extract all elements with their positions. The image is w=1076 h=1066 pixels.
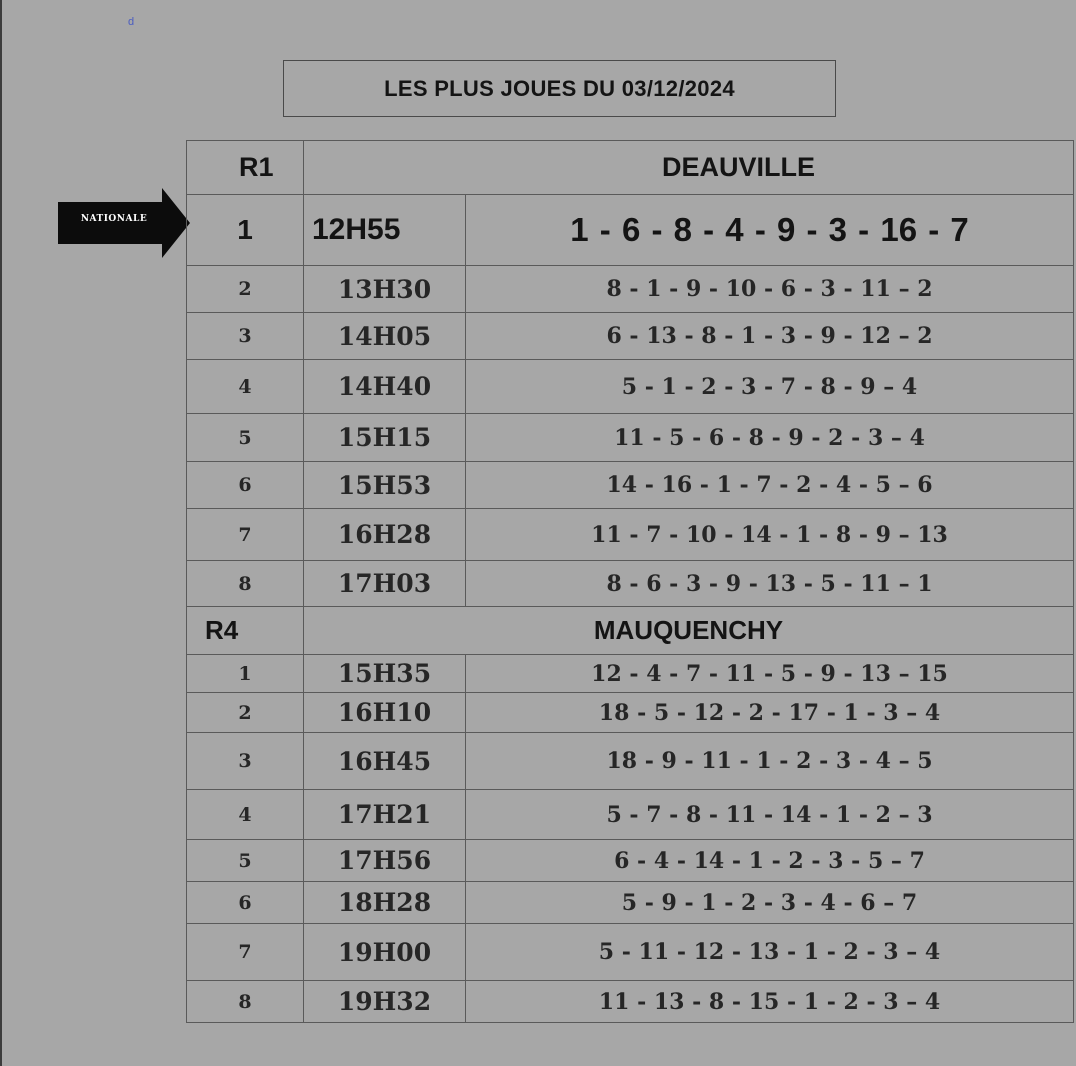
race-number: 6: [187, 882, 304, 924]
race-time: 17H03: [304, 561, 466, 607]
races-table: [186, 140, 1074, 1023]
arrow-label: NATIONALE: [80, 214, 148, 224]
section-header-r1: [187, 141, 1074, 195]
race-picks: 5 - 11 - 12 - 13 - 1 - 2 - 3 – 4: [466, 924, 1074, 981]
race-picks: 8 - 1 - 9 - 10 - 6 - 3 - 11 – 2: [466, 266, 1074, 313]
section-id: R1: [187, 141, 304, 195]
title-text: LES PLUS JOUES DU 03/12/2024: [384, 75, 735, 101]
table-row: [187, 790, 1074, 840]
table-row: [187, 414, 1074, 462]
race-number: 2: [187, 693, 304, 733]
race-time: 14H40: [304, 360, 466, 414]
left-edge-line: [0, 0, 2, 1066]
section-venue: DEAUVILLE: [304, 141, 1074, 195]
race-picks: 14 - 16 - 1 - 7 - 2 - 4 - 5 – 6: [466, 462, 1074, 509]
race-number: 8: [187, 561, 304, 607]
race-time: 16H45: [304, 733, 466, 790]
table-row: [187, 655, 1074, 693]
table-row: [187, 924, 1074, 981]
page-mark: d: [128, 16, 135, 28]
race-picks: 8 - 6 - 3 - 9 - 13 - 5 - 11 – 1: [466, 561, 1074, 607]
race-number: 3: [187, 313, 304, 360]
section-venue: MAUQUENCHY: [304, 607, 1074, 655]
race-time: 19H00: [304, 924, 466, 981]
race-time: 18H28: [304, 882, 466, 924]
race-time: 17H21: [304, 790, 466, 840]
table-row: [187, 840, 1074, 882]
race-number: 5: [187, 840, 304, 882]
table-row: [187, 313, 1074, 360]
race-number: 1: [187, 655, 304, 693]
race-picks: 18 - 9 - 11 - 1 - 2 - 3 - 4 – 5: [466, 733, 1074, 790]
race-number: 7: [187, 509, 304, 561]
race-number: 4: [187, 790, 304, 840]
race-time: 17H56: [304, 840, 466, 882]
race-time: 19H32: [304, 981, 466, 1023]
race-picks: 11 - 13 - 8 - 15 - 1 - 2 - 3 – 4: [466, 981, 1074, 1023]
race-picks: 1 - 6 - 8 - 4 - 9 - 3 - 16 - 7: [466, 195, 1074, 266]
race-time: 15H53: [304, 462, 466, 509]
race-picks: 5 - 9 - 1 - 2 - 3 - 4 - 6 – 7: [466, 882, 1074, 924]
race-picks: 12 - 4 - 7 - 11 - 5 - 9 - 13 – 15: [466, 655, 1074, 693]
race-number: 6: [187, 462, 304, 509]
table-row: [187, 981, 1074, 1023]
race-number: 5: [187, 414, 304, 462]
race-picks: 6 - 4 - 14 - 1 - 2 - 3 - 5 – 7: [466, 840, 1074, 882]
race-picks: 5 - 1 - 2 - 3 - 7 - 8 - 9 – 4: [466, 360, 1074, 414]
race-picks: 18 - 5 - 12 - 2 - 17 - 1 - 3 – 4: [466, 693, 1074, 733]
table-row: [187, 509, 1074, 561]
section-header-r4: [187, 607, 1074, 655]
race-time: 16H10: [304, 693, 466, 733]
table-row: [187, 882, 1074, 924]
table-row: [187, 462, 1074, 509]
table-row-featured: [187, 195, 1074, 266]
race-number: 4: [187, 360, 304, 414]
table-row: [187, 693, 1074, 733]
page-title: [283, 60, 836, 117]
race-picks: 5 - 7 - 8 - 11 - 14 - 1 - 2 – 3: [466, 790, 1074, 840]
race-number: 3: [187, 733, 304, 790]
race-time: 15H15: [304, 414, 466, 462]
section-id: R4: [187, 607, 304, 655]
race-time: 13H30: [304, 266, 466, 313]
race-number: 7: [187, 924, 304, 981]
race-time: 15H35: [304, 655, 466, 693]
race-picks: 6 - 13 - 8 - 1 - 3 - 9 - 12 – 2: [466, 313, 1074, 360]
table-row: [187, 360, 1074, 414]
race-picks: 11 - 7 - 10 - 14 - 1 - 8 - 9 – 13: [466, 509, 1074, 561]
race-picks: 11 - 5 - 6 - 8 - 9 - 2 - 3 – 4: [466, 414, 1074, 462]
race-time: 14H05: [304, 313, 466, 360]
table-row: [187, 733, 1074, 790]
race-number: 2: [187, 266, 304, 313]
race-time: 16H28: [304, 509, 466, 561]
table-row: [187, 266, 1074, 313]
table-row: [187, 561, 1074, 607]
race-number: 1: [187, 195, 304, 266]
race-number: 8: [187, 981, 304, 1023]
race-time: 12H55: [304, 195, 466, 266]
